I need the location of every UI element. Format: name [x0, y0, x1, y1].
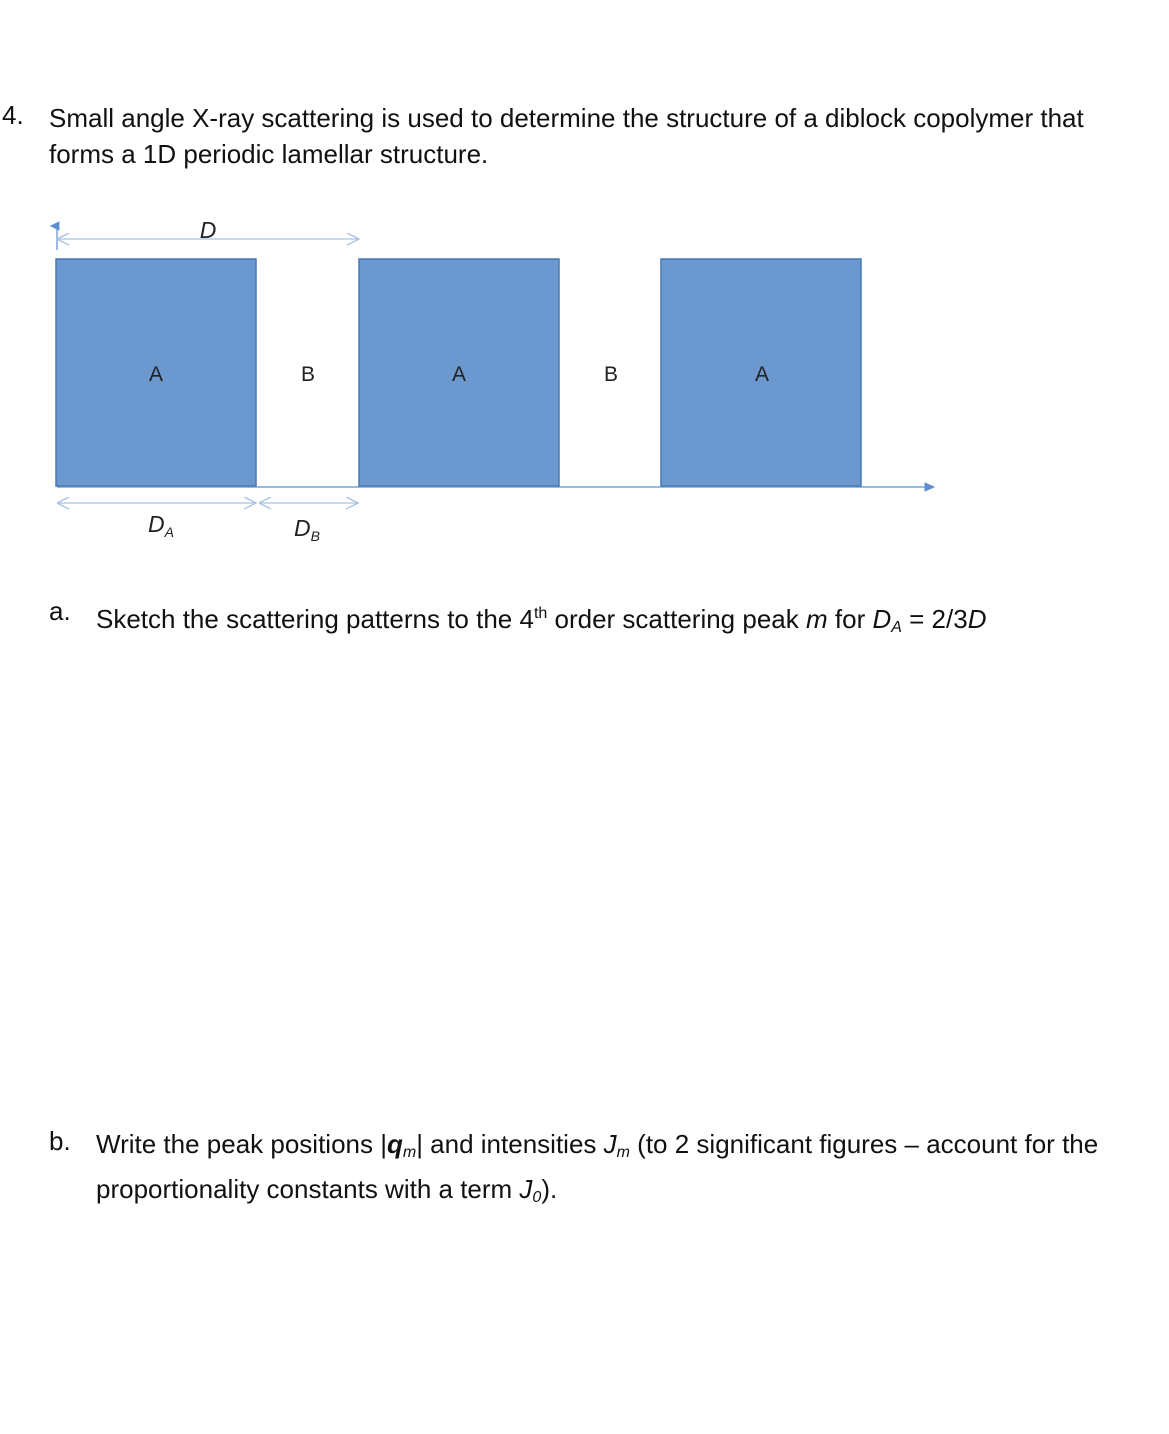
block-label-2: B [300, 363, 316, 386]
part-b-text: Write the peak positions $|q_m|$ and intensities $J_m$ (to 2 significant figures – account for the proportionality constants with a term $J_0$). [96, 1129, 1099, 1206]
block-label-5: A [754, 363, 770, 386]
block-label-4: B [603, 363, 619, 386]
da-label: $D_A$ [148, 511, 174, 540]
period-label: D [199, 217, 217, 243]
lamellar-diagram [0, 210, 960, 560]
db-label: $D_B$ [294, 515, 320, 544]
block-label-3: A [451, 363, 467, 386]
part-b-label: b. [49, 1126, 71, 1156]
question-text [49, 100, 1149, 172]
part-a-text: Sketch the scattering patterns to the 4th order scattering peak m for $D_A = 2/3D$ [96, 604, 987, 636]
part-a-label: a. [49, 596, 71, 626]
question-text-line2: forms a 1D periodic lamellar structure. [49, 139, 489, 169]
question-text-line1: Small angle X-ray scattering is used to determine the structure of a diblock copolymer that [49, 103, 1084, 133]
block-label-1: A [148, 363, 164, 386]
question-number: 4. [2, 100, 24, 130]
